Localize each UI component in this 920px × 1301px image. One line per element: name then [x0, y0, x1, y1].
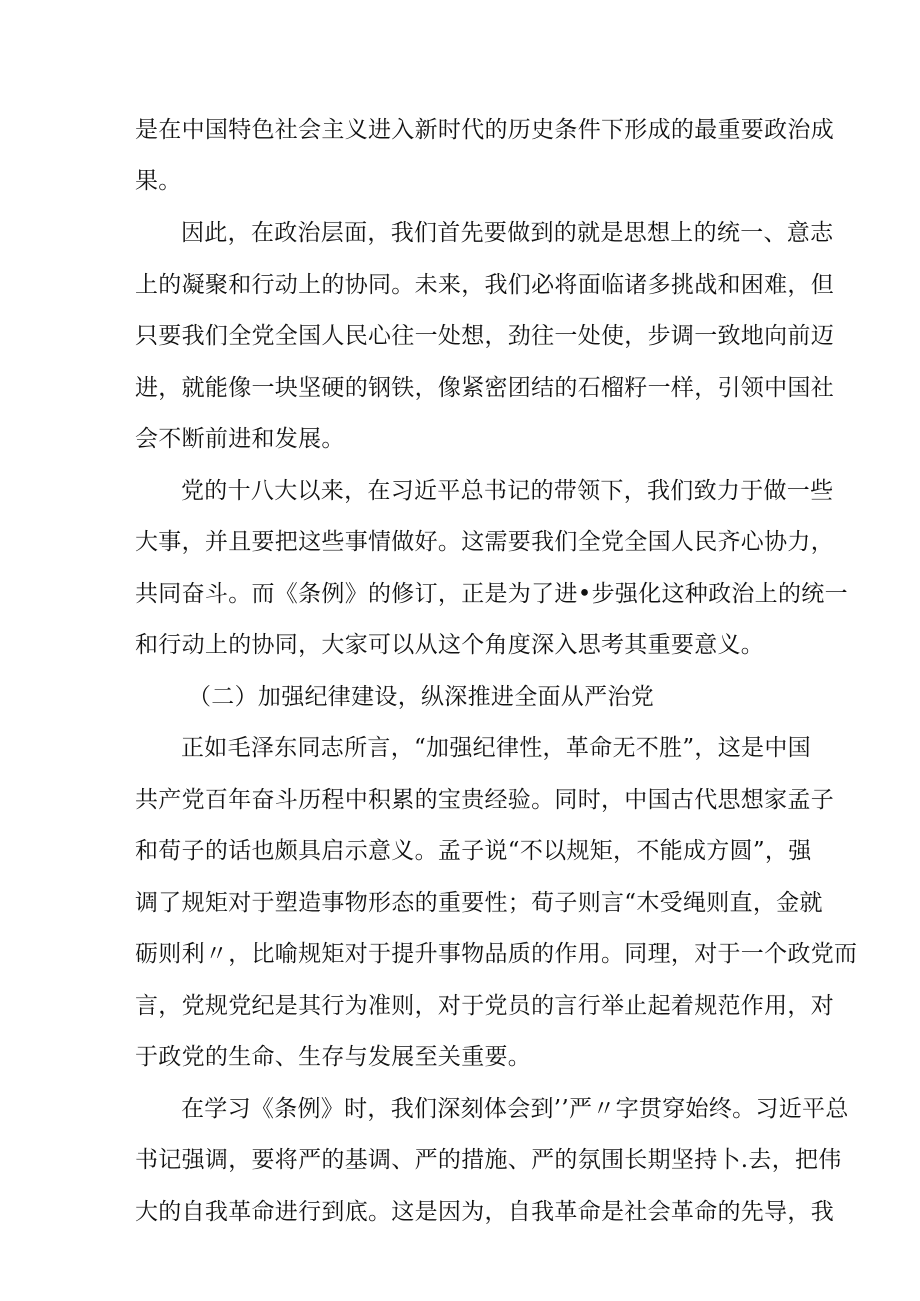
section-heading: （二）加强纪律建设，纵深推进全面从严治党	[188, 684, 654, 710]
paragraph-line: 共产党百年奋斗历程中积累的宝贵经验。同时，中国古代思想家孟子	[135, 787, 834, 813]
paragraph-line: 只要我们全党全国人民心往一处想，劲往一处使，步调一致地向前迈	[135, 323, 834, 349]
paragraph-line: 进，就能像一块坚硬的钢铁，像紧密团结的石榴籽一样，引领中国社	[135, 375, 834, 401]
paragraph-line: 党的十八大以来，在习近平总书记的带领下，我们致力于做一些	[181, 478, 834, 504]
paragraph-line: 大的自我革命进行到底。这是因为，自我革命是社会革命的先导，我	[135, 1199, 834, 1225]
paragraph-line: 和荀子的话也颇具启示意义。孟子说“不以规矩，不能成方圆”，强	[135, 838, 812, 864]
paragraph-line: 和行动上的协同，大家可以从这个角度深入思考其重要意义。	[135, 632, 765, 658]
paragraph-line: 于政党的生命、生存与发展至关重要。	[135, 1044, 532, 1070]
paragraph-line: 是在中国特色社会主义进入新时代的历史条件下形成的最重要政治成	[135, 117, 834, 143]
paragraph-line: 上的凝聚和行动上的协同。未来，我们必将面临诸多挑战和困难，但	[135, 272, 834, 298]
paragraph-line: 正如毛泽东同志所言，“加强纪律性，革命无不胜”，这是中国	[181, 735, 811, 761]
paragraph-line: 言，党规党纪是其行为准则，对于党员的言行举止起着规范作用，对	[135, 993, 834, 1019]
paragraph-line: 果。	[135, 168, 182, 194]
paragraph-line: 因此，在政治层面，我们首先要做到的就是思想上的统一、意志	[181, 220, 834, 246]
paragraph-line: 调了规矩对于塑造事物形态的重要性；荀子则言“木受绳则直，金就	[135, 890, 823, 916]
paragraph-line: 共同奋斗。而《条例》的修订，正是为了进•步强化这种政治上的统一	[135, 581, 848, 607]
paragraph-line: 在学习《条例》时，我们深刻体会到’’严〃字贯穿始终。习近平总	[181, 1096, 849, 1122]
paragraph-line: 书记强调，要将严的基调、严的措施、严的氛围长期坚持卜.去，把伟	[135, 1147, 842, 1173]
paragraph-line: 大事，并且要把这些事情做好。这需要我们全党全国人民齐心协力，	[135, 529, 834, 555]
paragraph-line: 会不断前进和发展。	[135, 426, 345, 452]
paragraph-line: 砺则利〃，比喻规矩对于提升事物品质的作用。同理，对于一个政党而	[135, 941, 858, 967]
